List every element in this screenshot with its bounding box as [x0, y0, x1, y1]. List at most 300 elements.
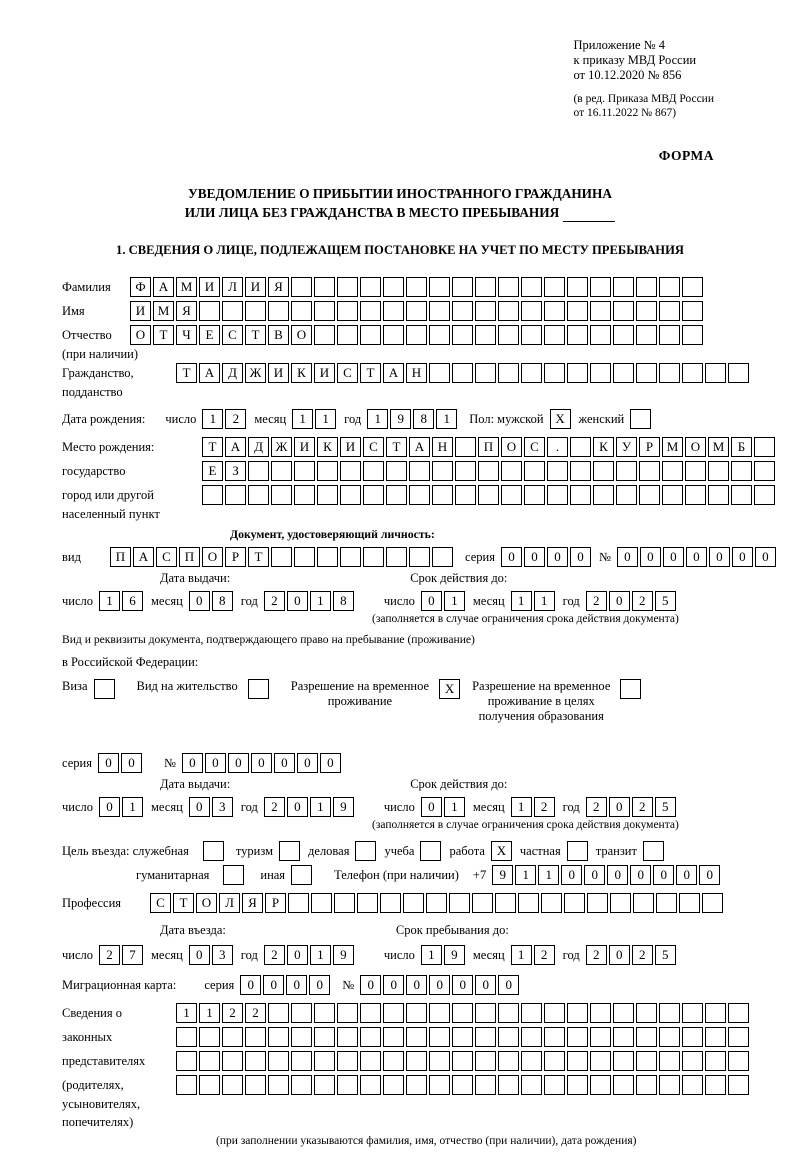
form-cell[interactable]: 2: [632, 945, 653, 965]
form-cell[interactable]: [590, 1051, 611, 1071]
form-cell[interactable]: 0: [287, 797, 308, 817]
form-cell[interactable]: [498, 301, 519, 321]
form-cell[interactable]: 0: [406, 975, 427, 995]
form-cell[interactable]: [708, 485, 729, 505]
form-cell[interactable]: [544, 301, 565, 321]
form-cell[interactable]: [383, 1051, 404, 1071]
form-cell[interactable]: 2: [99, 945, 120, 965]
form-cell[interactable]: [314, 1051, 335, 1071]
form-cell[interactable]: 5: [655, 945, 676, 965]
form-cell[interactable]: [314, 1075, 335, 1095]
form-cell[interactable]: [498, 1075, 519, 1095]
birth-place-input-line1[interactable]: [202, 437, 777, 457]
form-cell[interactable]: 0: [663, 547, 684, 567]
form-cell[interactable]: 0: [121, 753, 142, 773]
form-cell[interactable]: [590, 363, 611, 383]
form-cell[interactable]: А: [133, 547, 154, 567]
form-cell[interactable]: [363, 485, 384, 505]
edu-residence-checkbox[interactable]: [620, 679, 643, 699]
entry-year-input[interactable]: [264, 945, 356, 965]
form-cell[interactable]: [432, 547, 453, 567]
form-cell[interactable]: 2: [222, 1003, 243, 1023]
form-cell[interactable]: [426, 893, 447, 913]
form-cell[interactable]: [682, 1003, 703, 1023]
id-doc-number-input[interactable]: [617, 547, 778, 567]
form-cell[interactable]: 8: [333, 591, 354, 611]
form-cell[interactable]: 1: [176, 1003, 197, 1023]
form-cell[interactable]: 0: [732, 547, 753, 567]
form-cell[interactable]: 2: [534, 945, 555, 965]
id-doc-issue-month-input[interactable]: [189, 591, 235, 611]
form-cell[interactable]: [633, 893, 654, 913]
stay-doc-issue-day-input[interactable]: [99, 797, 145, 817]
form-cell[interactable]: [199, 1075, 220, 1095]
form-cell[interactable]: 0: [263, 975, 284, 995]
form-cell[interactable]: [567, 1075, 588, 1095]
form-cell[interactable]: [429, 1003, 450, 1023]
form-cell[interactable]: Т: [173, 893, 194, 913]
form-cell[interactable]: [679, 893, 700, 913]
purpose-study-checkbox[interactable]: [420, 841, 443, 861]
form-cell[interactable]: [455, 461, 476, 481]
form-cell[interactable]: [291, 865, 312, 885]
form-cell[interactable]: [610, 893, 631, 913]
form-cell[interactable]: [248, 679, 269, 699]
form-cell[interactable]: Ф: [130, 277, 151, 297]
birth-year-input[interactable]: [367, 409, 459, 429]
form-cell[interactable]: 0: [297, 753, 318, 773]
form-cell[interactable]: [613, 277, 634, 297]
form-cell[interactable]: [409, 547, 430, 567]
form-cell[interactable]: [452, 1027, 473, 1047]
form-cell[interactable]: [590, 325, 611, 345]
form-cell[interactable]: 1: [515, 865, 536, 885]
form-cell[interactable]: [475, 277, 496, 297]
birth-month-input[interactable]: [292, 409, 338, 429]
form-cell[interactable]: [340, 461, 361, 481]
form-cell[interactable]: [613, 325, 634, 345]
form-cell[interactable]: [521, 1003, 542, 1023]
form-cell[interactable]: [754, 461, 775, 481]
form-cell[interactable]: Р: [639, 437, 660, 457]
form-cell[interactable]: 1: [511, 591, 532, 611]
form-cell[interactable]: [406, 1075, 427, 1095]
form-cell[interactable]: Е: [199, 325, 220, 345]
form-cell[interactable]: [317, 461, 338, 481]
form-cell[interactable]: [383, 325, 404, 345]
form-cell[interactable]: У: [616, 437, 637, 457]
form-cell[interactable]: [245, 1075, 266, 1095]
form-cell[interactable]: 2: [632, 797, 653, 817]
form-cell[interactable]: [564, 893, 585, 913]
form-cell[interactable]: [455, 437, 476, 457]
form-cell[interactable]: [498, 1003, 519, 1023]
form-cell[interactable]: [636, 301, 657, 321]
form-cell[interactable]: [314, 301, 335, 321]
form-cell[interactable]: [544, 1051, 565, 1071]
form-cell[interactable]: [449, 893, 470, 913]
form-cell[interactable]: [386, 461, 407, 481]
form-cell[interactable]: [245, 1051, 266, 1071]
form-cell[interactable]: [567, 301, 588, 321]
form-cell[interactable]: Х: [439, 679, 460, 699]
form-cell[interactable]: П: [478, 437, 499, 457]
form-cell[interactable]: 2: [586, 945, 607, 965]
form-cell[interactable]: [702, 893, 723, 913]
form-cell[interactable]: [176, 1075, 197, 1095]
form-cell[interactable]: [222, 1075, 243, 1095]
temp-residence-checkbox[interactable]: [439, 679, 462, 699]
form-cell[interactable]: [452, 363, 473, 383]
form-cell[interactable]: 0: [286, 975, 307, 995]
form-cell[interactable]: [294, 547, 315, 567]
form-cell[interactable]: [639, 485, 660, 505]
form-cell[interactable]: И: [340, 437, 361, 457]
form-cell[interactable]: 1: [122, 797, 143, 817]
form-cell[interactable]: [521, 301, 542, 321]
form-cell[interactable]: [590, 301, 611, 321]
form-cell[interactable]: С: [150, 893, 171, 913]
stay-doc-valid-month-input[interactable]: [511, 797, 557, 817]
form-cell[interactable]: Т: [360, 363, 381, 383]
purpose-work-checkbox[interactable]: [491, 841, 514, 861]
form-cell[interactable]: [429, 1051, 450, 1071]
stay-doc-series-input[interactable]: [98, 753, 144, 773]
form-cell[interactable]: [613, 1027, 634, 1047]
form-cell[interactable]: А: [153, 277, 174, 297]
form-cell[interactable]: [248, 461, 269, 481]
form-cell[interactable]: А: [225, 437, 246, 457]
visa-checkbox[interactable]: [94, 679, 117, 699]
birth-place-input-line2[interactable]: [202, 461, 777, 481]
form-cell[interactable]: [705, 1027, 726, 1047]
form-cell[interactable]: [452, 277, 473, 297]
form-cell[interactable]: [659, 301, 680, 321]
form-cell[interactable]: [728, 1003, 749, 1023]
form-cell[interactable]: [630, 409, 651, 429]
form-cell[interactable]: 9: [492, 865, 513, 885]
form-cell[interactable]: 1: [444, 797, 465, 817]
id-doc-valid-year-input[interactable]: [586, 591, 678, 611]
form-cell[interactable]: [567, 1003, 588, 1023]
form-cell[interactable]: 2: [264, 591, 285, 611]
form-cell[interactable]: [705, 1003, 726, 1023]
form-cell[interactable]: 9: [390, 409, 411, 429]
form-cell[interactable]: [613, 1075, 634, 1095]
form-cell[interactable]: [593, 461, 614, 481]
form-cell[interactable]: [340, 547, 361, 567]
form-cell[interactable]: [360, 1027, 381, 1047]
form-cell[interactable]: [501, 485, 522, 505]
form-cell[interactable]: [587, 893, 608, 913]
form-cell[interactable]: [337, 1027, 358, 1047]
form-cell[interactable]: [360, 1075, 381, 1095]
form-cell[interactable]: [475, 1051, 496, 1071]
form-cell[interactable]: [340, 485, 361, 505]
form-cell[interactable]: 0: [429, 975, 450, 995]
form-cell[interactable]: 9: [444, 945, 465, 965]
form-cell[interactable]: [754, 485, 775, 505]
form-cell[interactable]: 2: [586, 591, 607, 611]
form-cell[interactable]: 0: [320, 753, 341, 773]
form-cell[interactable]: [590, 277, 611, 297]
form-cell[interactable]: [478, 461, 499, 481]
form-cell[interactable]: 0: [99, 797, 120, 817]
form-cell[interactable]: [567, 325, 588, 345]
form-cell[interactable]: [708, 461, 729, 481]
id-doc-type-input[interactable]: [110, 547, 455, 567]
form-cell[interactable]: [613, 363, 634, 383]
form-cell[interactable]: М: [153, 301, 174, 321]
form-cell[interactable]: 0: [189, 945, 210, 965]
form-cell[interactable]: [682, 301, 703, 321]
form-cell[interactable]: 1: [511, 797, 532, 817]
form-cell[interactable]: 0: [676, 865, 697, 885]
form-cell[interactable]: 1: [292, 409, 313, 429]
form-cell[interactable]: [432, 461, 453, 481]
form-cell[interactable]: 1: [99, 591, 120, 611]
purpose-business-checkbox[interactable]: [355, 841, 378, 861]
form-cell[interactable]: О: [130, 325, 151, 345]
form-cell[interactable]: Б: [731, 437, 752, 457]
form-cell[interactable]: [271, 461, 292, 481]
form-cell[interactable]: [314, 325, 335, 345]
form-cell[interactable]: О: [202, 547, 223, 567]
form-cell[interactable]: 0: [584, 865, 605, 885]
purpose-service-checkbox[interactable]: [203, 841, 226, 861]
form-cell[interactable]: [222, 301, 243, 321]
form-cell[interactable]: [452, 301, 473, 321]
stay-year-input[interactable]: [586, 945, 678, 965]
form-cell[interactable]: [355, 841, 376, 861]
form-cell[interactable]: [406, 301, 427, 321]
form-cell[interactable]: [728, 363, 749, 383]
form-cell[interactable]: [659, 1051, 680, 1071]
stay-doc-valid-day-input[interactable]: [421, 797, 467, 817]
form-cell[interactable]: [728, 1027, 749, 1047]
form-cell[interactable]: [334, 893, 355, 913]
form-cell[interactable]: [268, 1051, 289, 1071]
form-cell[interactable]: [620, 679, 641, 699]
form-cell[interactable]: И: [294, 437, 315, 457]
form-cell[interactable]: К: [317, 437, 338, 457]
form-cell[interactable]: [501, 461, 522, 481]
form-cell[interactable]: [544, 363, 565, 383]
form-cell[interactable]: 9: [333, 945, 354, 965]
form-cell[interactable]: [337, 1051, 358, 1071]
form-cell[interactable]: И: [199, 277, 220, 297]
form-cell[interactable]: [360, 301, 381, 321]
form-cell[interactable]: [731, 461, 752, 481]
purpose-private-checkbox[interactable]: [567, 841, 590, 861]
form-cell[interactable]: И: [245, 277, 266, 297]
form-cell[interactable]: [429, 301, 450, 321]
form-cell[interactable]: 0: [383, 975, 404, 995]
form-cell[interactable]: [547, 461, 568, 481]
form-cell[interactable]: Я: [268, 277, 289, 297]
form-cell[interactable]: [268, 1075, 289, 1095]
form-cell[interactable]: [245, 1027, 266, 1047]
purpose-transit-checkbox[interactable]: [643, 841, 666, 861]
entry-day-input[interactable]: [99, 945, 145, 965]
form-cell[interactable]: [705, 363, 726, 383]
stay-doc-issue-year-input[interactable]: [264, 797, 356, 817]
form-cell[interactable]: [613, 301, 634, 321]
form-cell[interactable]: 0: [524, 547, 545, 567]
form-cell[interactable]: [383, 1075, 404, 1095]
form-cell[interactable]: [636, 1075, 657, 1095]
form-cell[interactable]: [590, 1003, 611, 1023]
form-cell[interactable]: 7: [122, 945, 143, 965]
form-cell[interactable]: 0: [287, 591, 308, 611]
form-cell[interactable]: [524, 461, 545, 481]
form-cell[interactable]: [360, 1051, 381, 1071]
form-cell[interactable]: [593, 485, 614, 505]
id-doc-issue-day-input[interactable]: [99, 591, 145, 611]
form-cell[interactable]: 8: [413, 409, 434, 429]
form-cell[interactable]: [682, 325, 703, 345]
form-cell[interactable]: [452, 1003, 473, 1023]
form-cell[interactable]: [685, 461, 706, 481]
form-cell[interactable]: [386, 547, 407, 567]
form-cell[interactable]: [383, 1027, 404, 1047]
birth-day-input[interactable]: [202, 409, 248, 429]
form-cell[interactable]: 6: [122, 591, 143, 611]
form-cell[interactable]: Х: [491, 841, 512, 861]
form-cell[interactable]: [271, 547, 292, 567]
form-cell[interactable]: Р: [265, 893, 286, 913]
form-cell[interactable]: 0: [640, 547, 661, 567]
form-cell[interactable]: Л: [219, 893, 240, 913]
form-cell[interactable]: 1: [202, 409, 223, 429]
form-cell[interactable]: И: [130, 301, 151, 321]
form-cell[interactable]: [403, 893, 424, 913]
form-cell[interactable]: [429, 325, 450, 345]
form-cell[interactable]: Р: [225, 547, 246, 567]
form-cell[interactable]: [544, 1027, 565, 1047]
form-cell[interactable]: [524, 485, 545, 505]
form-cell[interactable]: 1: [310, 945, 331, 965]
form-cell[interactable]: И: [268, 363, 289, 383]
form-cell[interactable]: [547, 485, 568, 505]
form-cell[interactable]: [521, 363, 542, 383]
form-cell[interactable]: 2: [245, 1003, 266, 1023]
form-cell[interactable]: [544, 277, 565, 297]
form-cell[interactable]: 0: [309, 975, 330, 995]
form-cell[interactable]: А: [383, 363, 404, 383]
form-cell[interactable]: [291, 1027, 312, 1047]
form-cell[interactable]: 0: [421, 591, 442, 611]
form-cell[interactable]: М: [662, 437, 683, 457]
form-cell[interactable]: 1: [444, 591, 465, 611]
form-cell[interactable]: П: [110, 547, 131, 567]
form-cell[interactable]: [475, 325, 496, 345]
form-cell[interactable]: 1: [199, 1003, 220, 1023]
form-cell[interactable]: М: [708, 437, 729, 457]
form-cell[interactable]: 0: [360, 975, 381, 995]
form-cell[interactable]: А: [199, 363, 220, 383]
form-cell[interactable]: [337, 1003, 358, 1023]
form-cell[interactable]: [521, 1027, 542, 1047]
form-cell[interactable]: Ж: [271, 437, 292, 457]
form-cell[interactable]: [429, 277, 450, 297]
form-cell[interactable]: [314, 1027, 335, 1047]
form-cell[interactable]: [590, 1075, 611, 1095]
form-cell[interactable]: [223, 865, 244, 885]
form-cell[interactable]: Т: [202, 437, 223, 457]
form-cell[interactable]: 2: [264, 945, 285, 965]
form-cell[interactable]: 0: [287, 945, 308, 965]
form-cell[interactable]: [406, 1027, 427, 1047]
form-cell[interactable]: [176, 1027, 197, 1047]
form-cell[interactable]: [498, 325, 519, 345]
form-cell[interactable]: [662, 461, 683, 481]
form-cell[interactable]: .: [547, 437, 568, 457]
form-cell[interactable]: 0: [251, 753, 272, 773]
form-cell[interactable]: Д: [248, 437, 269, 457]
form-cell[interactable]: [429, 1075, 450, 1095]
form-cell[interactable]: 0: [501, 547, 522, 567]
form-cell[interactable]: 0: [561, 865, 582, 885]
form-cell[interactable]: 2: [586, 797, 607, 817]
form-cell[interactable]: [659, 277, 680, 297]
form-cell[interactable]: [294, 485, 315, 505]
form-cell[interactable]: [314, 277, 335, 297]
stay-month-input[interactable]: [511, 945, 557, 965]
form-cell[interactable]: [360, 325, 381, 345]
form-cell[interactable]: [682, 1027, 703, 1047]
form-cell[interactable]: [636, 277, 657, 297]
form-cell[interactable]: 2: [534, 797, 555, 817]
form-cell[interactable]: [268, 301, 289, 321]
form-cell[interactable]: О: [685, 437, 706, 457]
form-cell[interactable]: [659, 1003, 680, 1023]
form-cell[interactable]: [728, 1075, 749, 1095]
purpose-other-checkbox[interactable]: [291, 865, 314, 885]
form-cell[interactable]: [639, 461, 660, 481]
form-cell[interactable]: [495, 893, 516, 913]
form-cell[interactable]: [291, 1051, 312, 1071]
form-cell[interactable]: 1: [310, 797, 331, 817]
form-cell[interactable]: [682, 277, 703, 297]
form-cell[interactable]: 0: [630, 865, 651, 885]
form-cell[interactable]: [570, 461, 591, 481]
form-cell[interactable]: 3: [212, 945, 233, 965]
form-cell[interactable]: [386, 485, 407, 505]
form-cell[interactable]: [248, 485, 269, 505]
form-cell[interactable]: [360, 1003, 381, 1023]
form-cell[interactable]: 0: [240, 975, 261, 995]
residence-permit-checkbox[interactable]: [248, 679, 271, 699]
form-cell[interactable]: [288, 893, 309, 913]
form-cell[interactable]: 0: [686, 547, 707, 567]
representatives-input-line2[interactable]: [176, 1027, 751, 1047]
form-cell[interactable]: [337, 277, 358, 297]
entry-month-input[interactable]: [189, 945, 235, 965]
sex-female-checkbox[interactable]: [630, 409, 653, 429]
form-cell[interactable]: В: [268, 325, 289, 345]
form-cell[interactable]: 0: [547, 547, 568, 567]
form-cell[interactable]: 0: [189, 591, 210, 611]
form-cell[interactable]: Х: [550, 409, 571, 429]
form-cell[interactable]: [636, 1003, 657, 1023]
form-cell[interactable]: 2: [225, 409, 246, 429]
form-cell[interactable]: [475, 363, 496, 383]
form-cell[interactable]: [636, 363, 657, 383]
form-cell[interactable]: [271, 485, 292, 505]
form-cell[interactable]: 1: [315, 409, 336, 429]
form-cell[interactable]: [475, 301, 496, 321]
